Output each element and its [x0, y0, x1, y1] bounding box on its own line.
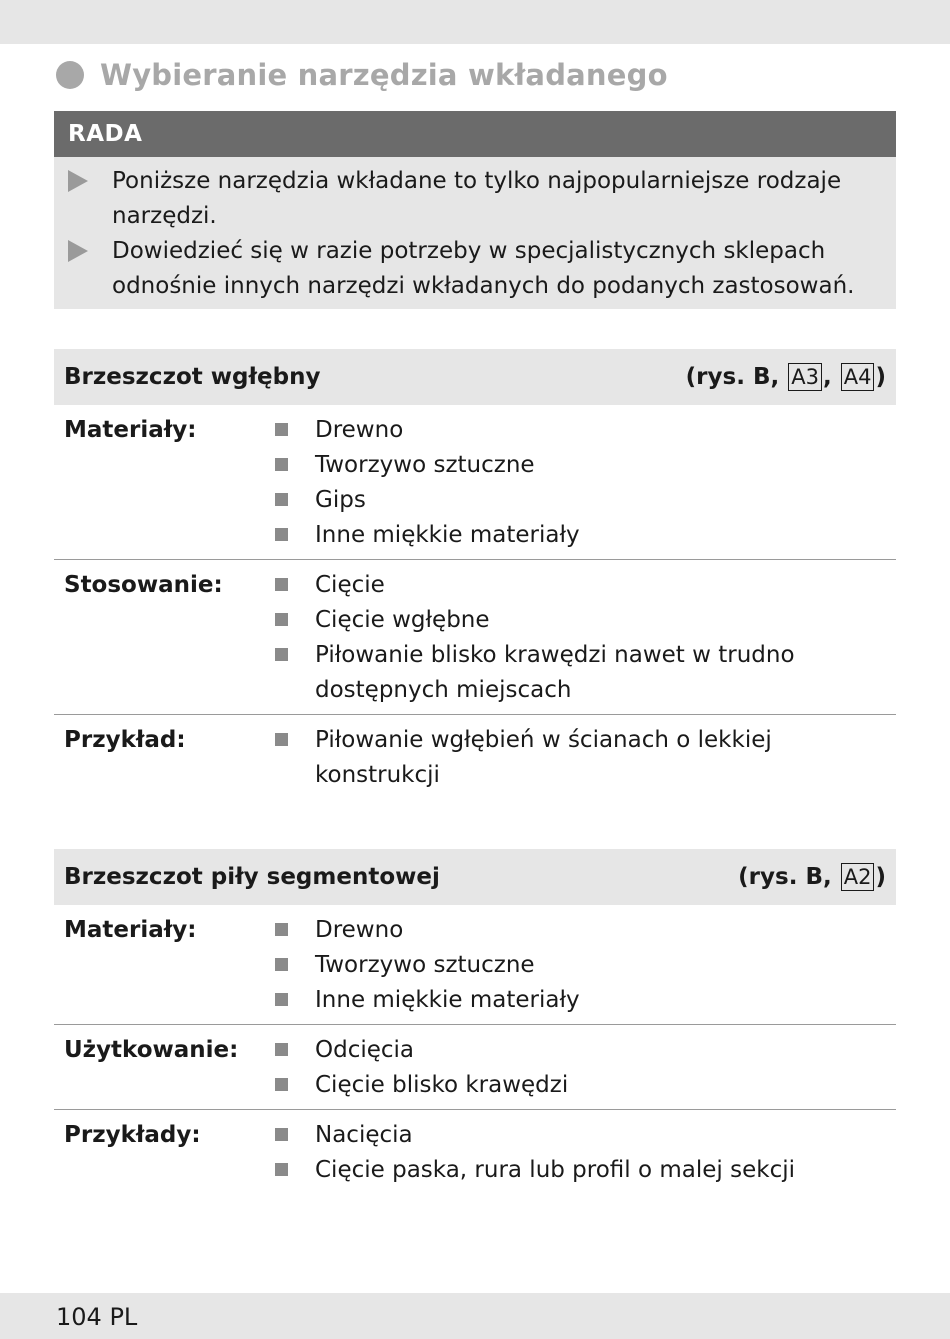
row-label: Materiały:: [64, 417, 197, 443]
figure-reference: [686, 349, 886, 405]
tool-header: [54, 349, 896, 405]
ref-box-a2: A2: [841, 863, 875, 891]
row-examples: [54, 1110, 896, 1194]
ref-prefix: (rys. B,: [685, 364, 780, 390]
row-label: Przykłady:: [64, 1122, 201, 1148]
row-items: [272, 905, 896, 1024]
square-bullet-icon: [275, 733, 288, 746]
row-items: [272, 560, 896, 714]
circle-bullet-icon: [56, 61, 84, 89]
list-item-text: Tworzywo sztuczne: [315, 452, 535, 478]
arrow-right-icon: [68, 170, 88, 192]
list-item-text: Odcięcia: [315, 1037, 415, 1063]
list-item: [272, 948, 896, 983]
row-label: Stosowanie:: [64, 572, 223, 598]
row-label: Przykład:: [64, 727, 186, 753]
square-bullet-icon: [275, 423, 288, 436]
square-bullet-icon: [275, 1043, 288, 1056]
ref-box-a3: A3: [788, 363, 822, 391]
list-item: [272, 1033, 896, 1068]
square-bullet-icon: [275, 958, 288, 971]
list-item-text: Inne miękkie materiały: [315, 522, 580, 548]
list-item: [272, 1153, 896, 1188]
row-label: Użytkowanie:: [64, 1037, 239, 1063]
list-item-text: Piłowanie wgłębień w ścianach o lekkiej konstrukcji: [315, 727, 772, 788]
ref-box-a4: A4: [841, 363, 875, 391]
page-number: 104 PL: [56, 1303, 138, 1331]
square-bullet-icon: [275, 493, 288, 506]
square-bullet-icon: [275, 528, 288, 541]
square-bullet-icon: [275, 1163, 288, 1176]
ref-prefix: (rys. B,: [738, 864, 832, 890]
list-item: [272, 913, 896, 948]
tool-table-plunge-blade: [54, 349, 896, 799]
list-item: [272, 413, 896, 448]
bottom-band: [0, 1293, 950, 1339]
row-materials: [54, 405, 896, 560]
section-title: Wybieranie narzędzia wkładanego: [100, 58, 668, 92]
tip-box: [54, 111, 896, 309]
tool-header: [54, 849, 896, 905]
square-bullet-icon: [275, 648, 288, 661]
square-bullet-icon: [275, 613, 288, 626]
tip-text: Dowiedzieć się w razie potrzeby w specjalistycznych sklepach odnośnie innych narzędzi wkładanych do podanych zastosowań.: [112, 238, 855, 299]
arrow-right-icon: [68, 240, 88, 262]
list-item-text: Drewno: [315, 917, 404, 943]
square-bullet-icon: [275, 578, 288, 591]
square-bullet-icon: [275, 993, 288, 1006]
ref-suffix: ): [875, 864, 886, 890]
row-label: Materiały:: [64, 917, 197, 943]
list-item-text: Gips: [315, 487, 366, 513]
list-item-text: Cięcie wgłębne: [315, 607, 490, 633]
list-item-text: Piłowanie blisko krawędzi nawet w trudno dostępnych miejscach: [315, 642, 795, 703]
list-item: [272, 983, 896, 1018]
figure-reference: [738, 849, 886, 905]
square-bullet-icon: [275, 1128, 288, 1141]
row-example: [54, 715, 896, 799]
list-item-text: Nacięcia: [315, 1122, 413, 1148]
list-item: [272, 518, 896, 553]
list-item: [272, 638, 896, 708]
list-item-text: Drewno: [315, 417, 404, 443]
square-bullet-icon: [275, 923, 288, 936]
list-item-text: Cięcie: [315, 572, 385, 598]
list-item-text: Tworzywo sztuczne: [315, 952, 535, 978]
tool-table-segment-blade: [54, 849, 896, 1194]
list-item: [272, 603, 896, 638]
row-materials: [54, 905, 896, 1025]
section-heading: [56, 58, 668, 92]
row-usage: [54, 1025, 896, 1110]
row-items: [272, 1110, 896, 1194]
tip-header: RADA: [54, 111, 896, 157]
ref-separator: ,: [822, 364, 832, 390]
list-item: [272, 483, 896, 518]
list-item: [272, 723, 896, 793]
list-item: [272, 448, 896, 483]
tool-name: Brzeszczot piły segmentowej: [64, 864, 440, 890]
ref-suffix: ): [875, 364, 886, 390]
list-item-text: Inne miękkie materiały: [315, 987, 580, 1013]
list-item: [272, 568, 896, 603]
square-bullet-icon: [275, 1078, 288, 1091]
row-items: [272, 715, 896, 799]
top-band: [0, 0, 950, 44]
list-item: [272, 1118, 896, 1153]
tool-name: Brzeszczot wgłębny: [64, 364, 321, 390]
list-item-text: Cięcie paska, rura lub profil o malej sekcji: [315, 1157, 795, 1183]
tip-text: Poniższe narzędzia wkładane to tylko najpopularniejsze rodzaje narzędzi.: [112, 168, 842, 229]
row-application: [54, 560, 896, 715]
row-items: [272, 405, 896, 559]
list-item: [272, 1068, 896, 1103]
row-items: [272, 1025, 896, 1109]
list-item-text: Cięcie blisko krawędzi: [315, 1072, 569, 1098]
square-bullet-icon: [275, 458, 288, 471]
